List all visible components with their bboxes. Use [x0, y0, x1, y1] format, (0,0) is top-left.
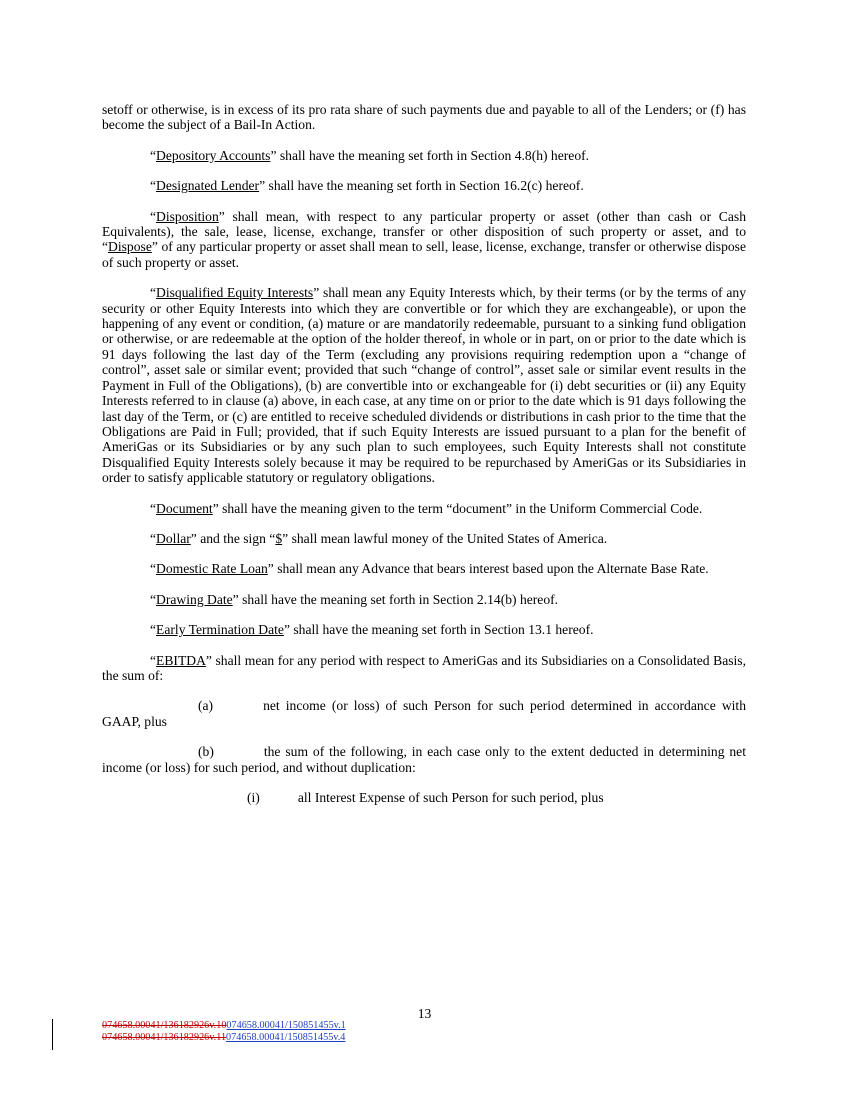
defined-term: Designated Lender: [156, 178, 260, 194]
definition-dollar: “Dollar” and the sign “$” shall mean lawful money of the United States of America.: [150, 530, 608, 546]
clause-a: (a) net income (or loss) of such Person for such period determined in accordance with GAAP, plus: [102, 698, 746, 729]
defined-term: Document: [156, 500, 213, 516]
defined-term: Disposition: [156, 208, 219, 224]
definition-document: “Document” shall have the meaning given to the term “document” in the Uniform Commercial Code.: [150, 500, 703, 516]
definition-designated-lender: “Designated Lender” shall have the meaning set forth in Section 16.2(c) hereof.: [150, 178, 584, 194]
inserted-doc-id: 074658.00041/150851455v.4: [226, 1032, 346, 1043]
definition-drawing-date: “Drawing Date” shall have the meaning set forth in Section 2.14(b) hereof.: [150, 591, 559, 607]
defined-term: Domestic Rate Loan: [156, 561, 268, 577]
defined-term: Dispose: [108, 239, 152, 255]
defined-term: Depository Accounts: [156, 147, 271, 163]
footer-line-2: [102, 1032, 346, 1044]
definition-domestic-rate-loan: “Domestic Rate Loan” shall mean any Advance that bears interest based upon the Alternate Base Rate.: [150, 561, 709, 577]
page-number: 13: [417, 1006, 432, 1021]
clause-label: (i): [247, 790, 260, 805]
defined-term: Disqualified Equity Interests: [156, 285, 314, 301]
definition-disqualified-equity-interests: “Disqualified Equity Interests” shall mean any Equity Interests which, by their terms (or by the terms of any security or other Equity Interests into which they are convertible or for which they are exchangeable), or upon the happening of any event or condition, (a) mature or are mandatorily redeemable, pursuant to a sinking fund obligation or otherwise, or are redeemable at the option of the holder thereof, in whole or in part, on or prior to the date which is 91 days following the last day of the Term (excluding any provisions requiring redemption upon a “change of control”, asset sale or similar event; provided that such “change of control”, asset sale or similar event results in the Payment in Full of the Obligations), (b) are convertible into or exchangeable for (i) debt securities or (ii) any Equity Interests referred to in clause (a) above, in each case, at any time on or prior to the date which is 91 days following the last day of the Term, or (c) are entitled to receive scheduled dividends or distributions in cash prior to the time that the Obligations are Paid in Full; provided, that if such Equity Interests are issued pursuant to a plan for the benefit of AmeriGas or its Subsidiaries or by any such plan to such employees, such Equity Interests shall not constitute Disqualified Equity Interests solely because it may be required to be repurchased by AmeriGas or its Subsidiaries in order to satisfy applicable statutory or regulatory obligations.: [102, 285, 747, 486]
defined-term: EBITDA: [156, 652, 206, 668]
definition-disposition: “Disposition” shall mean, with respect to any particular property or asset (other than cash or Cash Equivalents), the sale, lease, license, exchange, transfer or other disposition of such property or asset, and to “Dispose” of any particular property or asset shall mean to sell, lease, license, exchange, transfer or otherwise dispose of such property or asset.: [102, 208, 746, 270]
paragraph-continuation: setoff or otherwise, is in excess of its pro rata share of such payments due and payable to all of the Lenders; or (f) has become the subject of a Bail-In Action.: [102, 102, 746, 133]
definition-depository-accounts: “Depository Accounts” shall have the meaning set forth in Section 4.8(h) hereof.: [150, 147, 590, 163]
deleted-doc-id: 074658.00041/136182926v.11: [102, 1032, 227, 1043]
clause-label: (a): [198, 698, 214, 714]
document-body: [102, 102, 746, 820]
change-bar: [52, 1019, 53, 1050]
clause-b-i: (i) all Interest Expense of such Person for such period, plus: [247, 790, 604, 805]
inserted-doc-id: 074658.00041/150851455v.1: [226, 1020, 346, 1031]
clause-b: (b) the sum of the following, in each case only to the extent deducted in determining net income (or loss) for such period, and without duplication:: [102, 744, 746, 775]
defined-term: Early Termination Date: [156, 622, 284, 638]
footer-line-1: [102, 1020, 346, 1032]
defined-term: Dollar: [156, 530, 191, 546]
defined-term: Drawing Date: [156, 591, 233, 607]
document-id-footer: [102, 1020, 346, 1044]
definition-ebitda: “EBITDA” shall mean for any period with respect to AmeriGas and its Subsidiaries on a Consolidated Basis, the sum of:: [102, 652, 746, 683]
clause-label: (b): [198, 744, 214, 760]
definition-early-termination-date: “Early Termination Date” shall have the meaning set forth in Section 13.1 hereof.: [150, 622, 594, 638]
defined-term: $: [275, 530, 283, 546]
deleted-doc-id: 074658.00041/136182926v.10: [102, 1020, 227, 1031]
